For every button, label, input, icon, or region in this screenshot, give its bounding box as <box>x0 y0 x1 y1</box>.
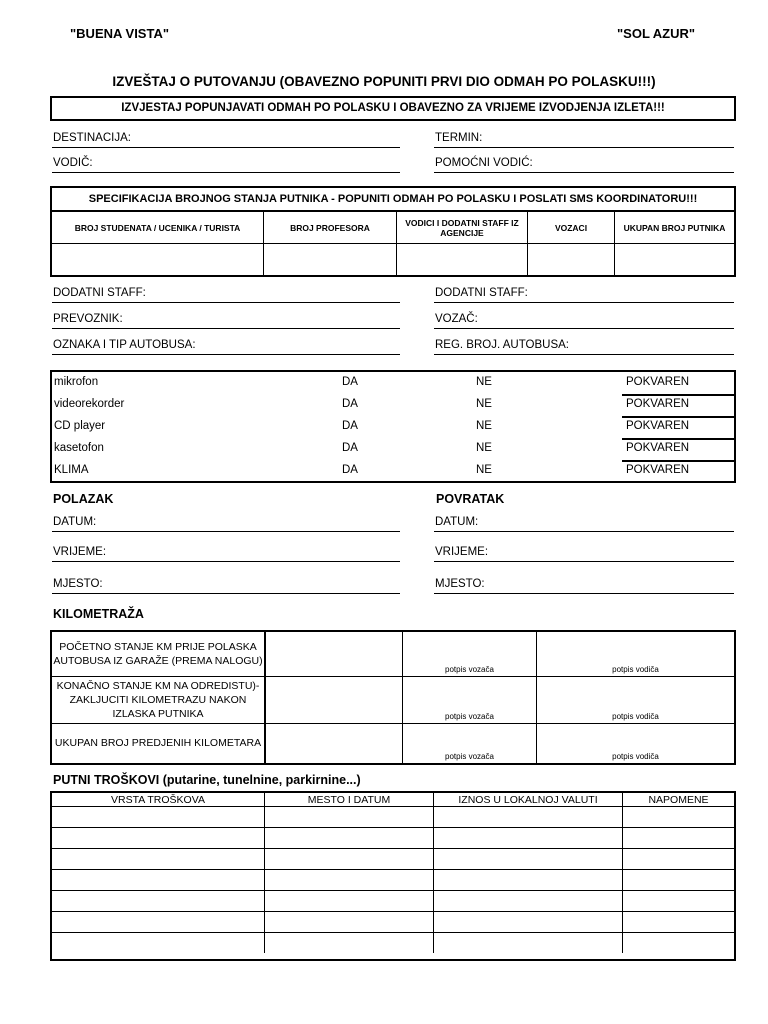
assistant-guide-field[interactable]: POMOĆNI VODIĆ: <box>434 155 734 173</box>
cost-row <box>52 912 734 933</box>
mileage-start-value[interactable] <box>265 632 403 676</box>
cost-cell[interactable] <box>623 891 735 912</box>
mileage-title: KILOMETRAŽA <box>53 607 144 621</box>
cost-cell[interactable] <box>52 912 265 933</box>
spec-col-professors: BROJ PROFESORA <box>264 212 397 244</box>
cost-cell[interactable] <box>52 891 265 912</box>
cost-cell[interactable] <box>623 912 735 933</box>
spec-col-total: UKUPAN BROJ PUTNIKA <box>615 212 735 244</box>
departure-time-field[interactable]: VRIJEME: <box>52 544 400 562</box>
cost-cell[interactable] <box>265 891 434 912</box>
equipment-yes[interactable]: DA <box>342 398 358 410</box>
equipment-broken[interactable]: POKVAREN <box>626 464 690 476</box>
mileage-total-label: UKUPAN BROJ PREDJENIH KILOMETARA <box>52 723 265 763</box>
equipment-yes[interactable]: DA <box>342 420 358 432</box>
left-organization: "BUENA VISTA" <box>70 26 169 41</box>
equipment-broken[interactable]: POKVAREN <box>626 376 690 388</box>
equipment-item: videorekorder <box>54 398 125 410</box>
return-date-field[interactable]: DATUM: <box>434 514 734 532</box>
equipment-item: KLIMA <box>54 464 89 476</box>
mileage-start-guide-signature[interactable]: potpis vodiča <box>537 632 735 676</box>
passenger-spec-table <box>52 211 734 276</box>
spec-input-drivers[interactable] <box>528 244 615 276</box>
spec-input-students[interactable] <box>52 244 264 276</box>
row-divider <box>622 416 734 418</box>
mileage-table <box>52 632 734 763</box>
cost-cell[interactable] <box>52 870 265 891</box>
equipment-row <box>52 461 734 483</box>
mileage-box <box>50 630 736 765</box>
equipment-row <box>52 373 734 395</box>
departure-place-field[interactable]: MJESTO: <box>52 576 400 594</box>
cost-row <box>52 891 734 912</box>
spec-input-professors[interactable] <box>264 244 397 276</box>
return-time-field[interactable]: VRIJEME: <box>434 544 734 562</box>
mileage-end-guide-signature[interactable]: potpis vodiča <box>537 676 735 723</box>
spec-input-total[interactable] <box>615 244 735 276</box>
equipment-yes[interactable]: DA <box>342 376 358 388</box>
passenger-spec-title: SPECIFIKACIJA BROJNOG STANJA PUTNIKA - POPUNITI ODMAH PO POLASKU I POSLATI SMS KOORDINATORU!!! <box>52 188 734 211</box>
cost-cell[interactable] <box>434 807 623 828</box>
equipment-row <box>52 417 734 439</box>
cost-cell[interactable] <box>52 807 265 828</box>
cost-cell[interactable] <box>434 933 623 954</box>
cost-cell[interactable] <box>52 849 265 870</box>
cost-cell[interactable] <box>265 828 434 849</box>
costs-box <box>50 791 736 961</box>
row-divider <box>622 460 734 462</box>
mileage-start-driver-signature[interactable]: potpis vozača <box>403 632 537 676</box>
cost-cell[interactable] <box>434 912 623 933</box>
costs-col-place-date: MESTO I DATUM <box>265 793 434 807</box>
cost-cell[interactable] <box>52 933 265 954</box>
cost-cell[interactable] <box>265 870 434 891</box>
costs-title: PUTNI TROŠKOVI (putarine, tunelnine, parkirnine...) <box>53 773 361 787</box>
cost-cell[interactable] <box>434 891 623 912</box>
bus-type-field[interactable]: OZNAKA I TIP AUTOBUSA: <box>52 337 400 355</box>
mileage-end-label: KONAČNO STANJE KM NA ODREDISTU)- ZAKLJUCITI KILOMETRAZU NAKON IZLASKA PUTNIKA <box>52 676 265 723</box>
mileage-total-driver-signature[interactable]: potpis vozača <box>403 723 537 763</box>
destination-field[interactable]: DESTINACIJA: <box>52 130 400 148</box>
mileage-start-label: POČETNO STANJE KM PRIJE POLASKA AUTOBUSA IZ GARAŽE (PREMA NALOGU) <box>52 632 265 676</box>
equipment-no[interactable]: NE <box>476 442 492 454</box>
cost-cell[interactable] <box>52 828 265 849</box>
cost-cell[interactable] <box>623 828 735 849</box>
equipment-broken[interactable]: POKVAREN <box>626 420 690 432</box>
costs-col-notes: NAPOMENE <box>623 793 735 807</box>
guide-field[interactable]: VODIČ: <box>52 155 400 173</box>
equipment-item: kasetofon <box>54 442 104 454</box>
bus-registration-field[interactable]: REG. BROJ. AUTOBUSA: <box>434 337 734 355</box>
row-divider <box>622 394 734 396</box>
equipment-row <box>52 439 734 461</box>
mileage-end-value[interactable] <box>265 676 403 723</box>
equipment-row <box>52 395 734 417</box>
term-field[interactable]: TERMIN: <box>434 130 734 148</box>
extra-staff-left-field[interactable]: DODATNI STAFF: <box>52 285 400 303</box>
equipment-item: mikrofon <box>54 376 99 388</box>
cost-cell[interactable] <box>434 870 623 891</box>
equipment-yes[interactable]: DA <box>342 464 358 476</box>
costs-col-type: VRSTA TROŠKOVA <box>52 793 265 807</box>
equipment-table <box>50 370 736 483</box>
cost-row <box>52 849 734 870</box>
cost-cell[interactable] <box>265 849 434 870</box>
mileage-end-driver-signature[interactable]: potpis vozača <box>403 676 537 723</box>
mileage-total-value[interactable] <box>265 723 403 763</box>
cost-cell[interactable] <box>434 849 623 870</box>
cost-cell[interactable] <box>623 933 735 954</box>
row-divider <box>622 438 734 440</box>
mileage-total-guide-signature[interactable]: potpis vodiča <box>537 723 735 763</box>
spec-input-staff[interactable] <box>397 244 528 276</box>
equipment-broken[interactable]: POKVAREN <box>626 398 690 410</box>
equipment-no[interactable]: NE <box>476 376 492 388</box>
costs-table <box>52 793 734 953</box>
spec-col-staff: VODICI I DODATNI STAFF IZ AGENCIJE <box>397 212 528 244</box>
carrier-field[interactable]: PREVOZNIK: <box>52 311 400 329</box>
cost-cell[interactable] <box>265 807 434 828</box>
passenger-spec-box <box>50 186 736 277</box>
notice-box <box>50 96 736 121</box>
right-organization: "SOL AZUR" <box>617 26 696 41</box>
cost-cell[interactable] <box>623 870 735 891</box>
departure-date-field[interactable]: DATUM: <box>52 514 400 532</box>
cost-row <box>52 807 734 828</box>
equipment-no[interactable]: NE <box>476 398 492 410</box>
notice-text: IZVJESTAJ POPUNJAVATI ODMAH PO POLASKU I OBAVEZNO ZA VRIJEME IZVODJENJA IZLETA!!! <box>121 102 665 114</box>
equipment-no[interactable]: NE <box>476 464 492 476</box>
equipment-broken[interactable]: POKVAREN <box>626 442 690 454</box>
extra-staff-right-field[interactable]: DODATNI STAFF: <box>434 285 734 303</box>
spec-col-drivers: VOZACI <box>528 212 615 244</box>
equipment-item: CD player <box>54 420 106 432</box>
cost-cell[interactable] <box>265 912 434 933</box>
cost-cell[interactable] <box>434 828 623 849</box>
cost-row <box>52 828 734 849</box>
driver-field[interactable]: VOZAČ: <box>434 311 734 329</box>
spec-col-students: BROJ STUDENATA / UCENIKA / TURISTA <box>52 212 264 244</box>
return-title: POVRATAK <box>436 492 505 506</box>
departure-title: POLAZAK <box>53 492 114 506</box>
return-place-field[interactable]: MJESTO: <box>434 576 734 594</box>
costs-col-amount: IZNOS U LOKALNOJ VALUTI <box>434 793 623 807</box>
cost-cell[interactable] <box>623 807 735 828</box>
equipment-yes[interactable]: DA <box>342 442 358 454</box>
cost-cell[interactable] <box>623 849 735 870</box>
cost-row <box>52 933 734 954</box>
equipment-no[interactable]: NE <box>476 420 492 432</box>
page-title: IZVEŠTAJ O PUTOVANJU (OBAVEZNO POPUNITI PRVI DIO ODMAH PO POLASKU!!!) <box>112 74 656 89</box>
cost-row <box>52 870 734 891</box>
cost-cell[interactable] <box>265 933 434 954</box>
